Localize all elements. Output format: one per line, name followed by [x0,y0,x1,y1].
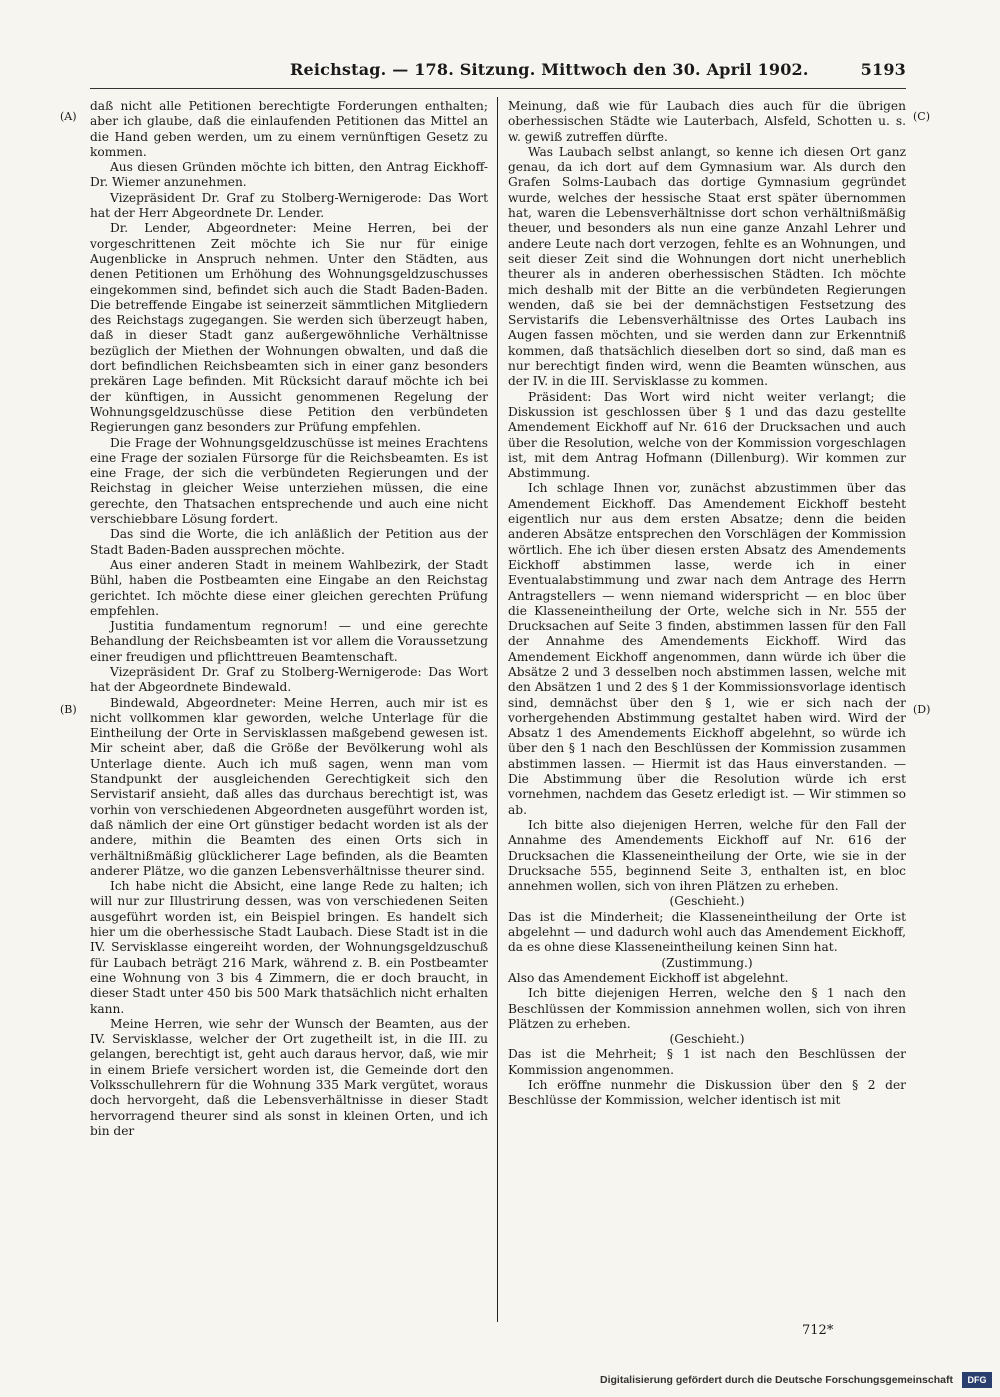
speaker-paragraph: Vizepräsident Dr. Graf zu Stolberg-Wernigerode: Das Wort hat der Abgeordnete Bindewald. [90,664,488,695]
header-title: Reichstag. — 178. Sitzung. Mittwoch den 30. April 1902. [290,60,809,79]
paragraph: Aus diesen Gründen möchte ich bitten, den Antrag Eickhoff-Dr. Wiemer anzunehmen. [90,160,488,190]
margin-marker-a: (A) [60,110,77,123]
paragraph: Ich habe nicht die Absicht, eine lange Rede zu halten; ich will nur zur Illustrirung dessen, was von verschiedenen Seiten ausgeführt worden ist, ein Beispiel bringen. Es handelt sich hier um die oberhessische Stadt Laubach. Diese Stadt ist in die IV. Servisklasse eingereiht worden, der Wohnungsgeldzuschuß für Laubach beträgt 216 Mark, während z. B. ein Postbeamter eine Wohnung von 3 bis 4 Zimmern, die er doch braucht, in dieser Stadt unter 450 bis 500 Mark thatsächlich nicht erhalten kann. [90,879,488,1016]
paragraph: Das ist die Mehrheit; § 1 ist nach den Beschlüssen der Kommission angenommen. [508,1047,906,1077]
paragraph: Aus einer anderen Stadt in meinem Wahlbezirk, der Stadt Bühl, haben die Postbeamten eine Eingabe an den Reichstag gerichtet. Ich möchte diese einer gleichen gerechten Prüfung empfehlen. [90,557,488,618]
right-column [508,99,906,1109]
stage-direction: (Geschieht.) [669,1032,745,1047]
footer-credit [600,1372,992,1390]
speaker-paragraph: Präsident: Das Wort wird nicht weiter verlangt; die Diskussion ist geschlossen über § 1 und das dazu gestellte Amendement Eickhoff auf Nr. 616 der Drucksachen und auch über die Resolution, welche von der Kommission vorgeschlagen ist, mit dem Antrag Hofmann (Dillenburg). Wir kommen zur Abstimmung. [508,389,906,481]
paragraph: Das sind die Worte, die ich anläßlich der Petition aus der Stadt Baden-Baden aussprechen möchte. [90,527,488,557]
paragraph: Also das Amendement Eickhoff ist abgelehnt. [508,970,789,985]
paragraph: Was Laubach selbst anlangt, so kenne ich diesen Ort ganz genau, da ich dort auf dem Gymnasium war. Als durch den Grafen Solms-Laubach das dortige Gymnasium gegründet wurde, welches der hessische Staat erst später übernommen hat, waren die Lebensverhältnisse dort schon verhältnißmäßig theuer, und besonders als nun eine ganze Anzahl Lehrer und andere Leute nach dort verzogen, fehlte es an Wohnungen, und seit dieser Zeit sind die Wohnungen dort nicht unerheblich theurer als in anderen oberhessischen Städten. Ich möchte mich deshalb mit der Bitte an die verbündeten Regierungen wenden, daß sie bei der demnächstigen Festsetzung des Servistarifs die Lebensverhältnisse des Ortes Laubach ins Augen fassen möchten, und sie werden dann zur Erkenntniß kommen, daß thatsächlich dieselben dort so sind, daß man es nur berechtigt finden wird, wenn die Beamten wünschen, aus der IV. in die III. Servisklasse zu kommen. [508,144,906,389]
paragraph: Meine Herren, wie sehr der Wunsch der Beamten, aus der IV. Servisklasse, welcher der Ort zugetheilt ist, in die III. zu gelangen, berechtigt ist, geht auch daraus hervor, daß, wie mir in einem Briefe versichert worden ist, die Gemeinde dort den Volksschullehrern für die Wohnung 335 Mark vergütet, woraus doch hervorgeht, daß die Lebensverhältnisse in dieser Stadt hervorragend theurer sind als sonst in kleinen Orten, und ich bin der [90,1016,488,1138]
speaker-paragraph: Vizepräsident Dr. Graf zu Stolberg-Wernigerode: Das Wort hat der Herr Abgeordnete Dr. Lender. [90,190,488,221]
column-divider [497,97,498,1322]
header-rule [90,88,906,89]
stage-direction: (Zustimmung.) [661,955,753,970]
page-number: 5193 [860,60,906,79]
speaker-paragraph: Dr. Lender, Abgeordneter: Meine Herren, bei der vorgeschrittenen Zeit möchte ich Sie nur für einige Augenblicke in Anspruch nehmen. Unter den Städten, aus denen Petitionen um Erhöhung des Wohnungsgeldzuschusses eingekommen sind, befindet sich auch die Stadt Baden-Baden. Die betreffende Eingabe ist seinerzeit sämmtlichen Mitgliedern des Reichstags zugegangen. Sie werden sich überzeugt haben, daß in dieser Stadt ganz außergewöhnliche Verhältnisse bezüglich der Miethen der Wohnungen obwalten, und daß die dort befindlichen Reichsbeamten sich in einer ganz besonders prekären Lage befinden. Mit Rücksicht darauf möchte ich bei der künftigen, in Aussicht genommenen Regelung der Wohnungsgeldzuschüsse diese Petition den verbündeten Regierungen ganz besonders zur Prüfung empfehlen. [90,221,488,435]
margin-marker-b: (B) [60,703,77,716]
speaker-paragraph: Bindewald, Abgeordneter: Meine Herren, auch mir ist es nicht vollkommen klar geworden, welche Unterlage für die Eintheilung der Orte in Servisklassen maßgebend gewesen ist. Mir scheint aber, daß die Größe der Bevölkerung wohl als Unterlage diente. Auch ich muß sagen, wenn man vom Standpunkt der ausgleichenden Gerechtigkeit sich den Servistarif ansieht, daß alles das durchaus berechtigt ist, was vorhin von verschiedenen Abgeordneten ausgeführt worden ist, daß nämlich der eine Ort günstiger bedacht worden ist als der andere, mithin die Beamten des einen Orts sich in verhältnißmäßig glücklicherer Lage befinden, als die Beamten anderer Plätze, wo die ganzen Lebensverhältnisse theurer sind. [90,695,488,878]
paragraph: Justitia fundamentum regnorum! — und eine gerechte Behandlung der Reichsbeamten ist vor allem die Voraussetzung einer freudigen und pflichttreuen Beamtenschaft. [90,619,488,664]
left-column [90,99,488,1139]
margin-marker-d: (D) [913,703,931,716]
paragraph: Ich bitte also diejenigen Herren, welche für den Fall der Annahme des Amendements Eickhoff auf Nr. 616 der Drucksachen die Klasseneintheilung der Orte, wie sie in der Drucksache 555, beginnend Seite 3, enthalten ist, en bloc annehmen wollen, sich von ihren Plätzen zu erheben. [508,817,906,894]
paragraph: daß nicht alle Petitionen berechtigte Forderungen enthalten; aber ich glaube, daß die einlaufenden Petitionen das Mittel an die Hand geben werden, um zu einem vernünftigen Gesetz zu kommen. [90,99,488,159]
footer-text: Digitalisierung gefördert durch die Deutsche Forschungsgemeinschaft [600,1374,953,1386]
stage-direction: (Geschieht.) [669,894,745,909]
page-header [90,60,906,82]
paragraph: Ich bitte diejenigen Herren, welche den § 1 nach den Beschlüssen der Kommission annehmen wollen, sich von ihren Plätzen zu erheben. [508,986,906,1031]
paragraph: Ich schlage Ihnen vor, zunächst abzustimmen über das Amendement Eickhoff. Das Amendement Eickhoff besteht eigentlich nur aus dem ersten Absatze; denn die beiden anderen Absätze entsprechen den Vorschlägen der Kommission wörtlich. Ehe ich über diesen ersten Absatz des Amendements Eickhoff abstimmen lasse, werde ich in einer Eventualabstimmung und zwar nach dem Antrage des Herrn Antragstellers — wenn niemand widerspricht — en bloc über die Klasseneintheilung der Orte, welche sich in Nr. 555 der Drucksachen auf Seite 3 finden, abstimmen lassen für den Fall der Annahme des Amendements Eickhoff. Wird das Amendement Eickhoff angenommen, dann würde ich über die Absätze 2 und 3 desselben noch abstimmen lassen, welche mit den Absätzen 1 und 2 des § 1 der Kommissionsvorlage identisch sind, demnächst über den § 1, wie er sich nach der vorhergehenden Abstimmung gestaltet haben wird. Wird der Absatz 1 des Amendements Eickhoff abgelehnt, so würde ich über den § 1 nach den Beschlüssen der Kommission zusammen abstimmen lassen. — Hiermit ist das Haus einverstanden. — Die Abstimmung über die Resolution würde ich erst vornehmen, nachdem das Gesetz erledigt ist. — Wir stimmen so ab. [508,481,906,817]
margin-marker-c: (C) [913,110,930,123]
paragraph: Die Frage der Wohnungsgeldzuschüsse ist meines Erachtens eine Frage der sozialen Fürsorge für die Reichsbeamten. Es ist eine Frage, der sich die verbündeten Regierungen und der Reichstag in gleicher Weise unterziehen müssen, die eine gerechte, den Thatsachen entsprechende und auch eine nicht verschiebbare Lösung fordert. [90,435,488,527]
paragraph: Meinung, daß wie für Laubach dies auch für die übrigen oberhessischen Städte wie Lauterbach, Alsfeld, Schotten u. s. w. gewiß zutreffen dürfte. [508,99,906,144]
dfg-logo-icon: DFG [962,1372,992,1388]
folio-mark: 712* [802,1323,834,1338]
paragraph: Ich eröffne nunmehr die Diskussion über den § 2 der Beschlüsse der Kommission, welcher identisch ist mit [508,1078,906,1108]
paragraph: Das ist die Minderheit; die Klasseneintheilung der Orte ist abgelehnt — und dadurch wohl auch das Amendement Eickhoff, da es ohne diese Klasseneintheilung keinen Sinn hat. [508,909,906,955]
